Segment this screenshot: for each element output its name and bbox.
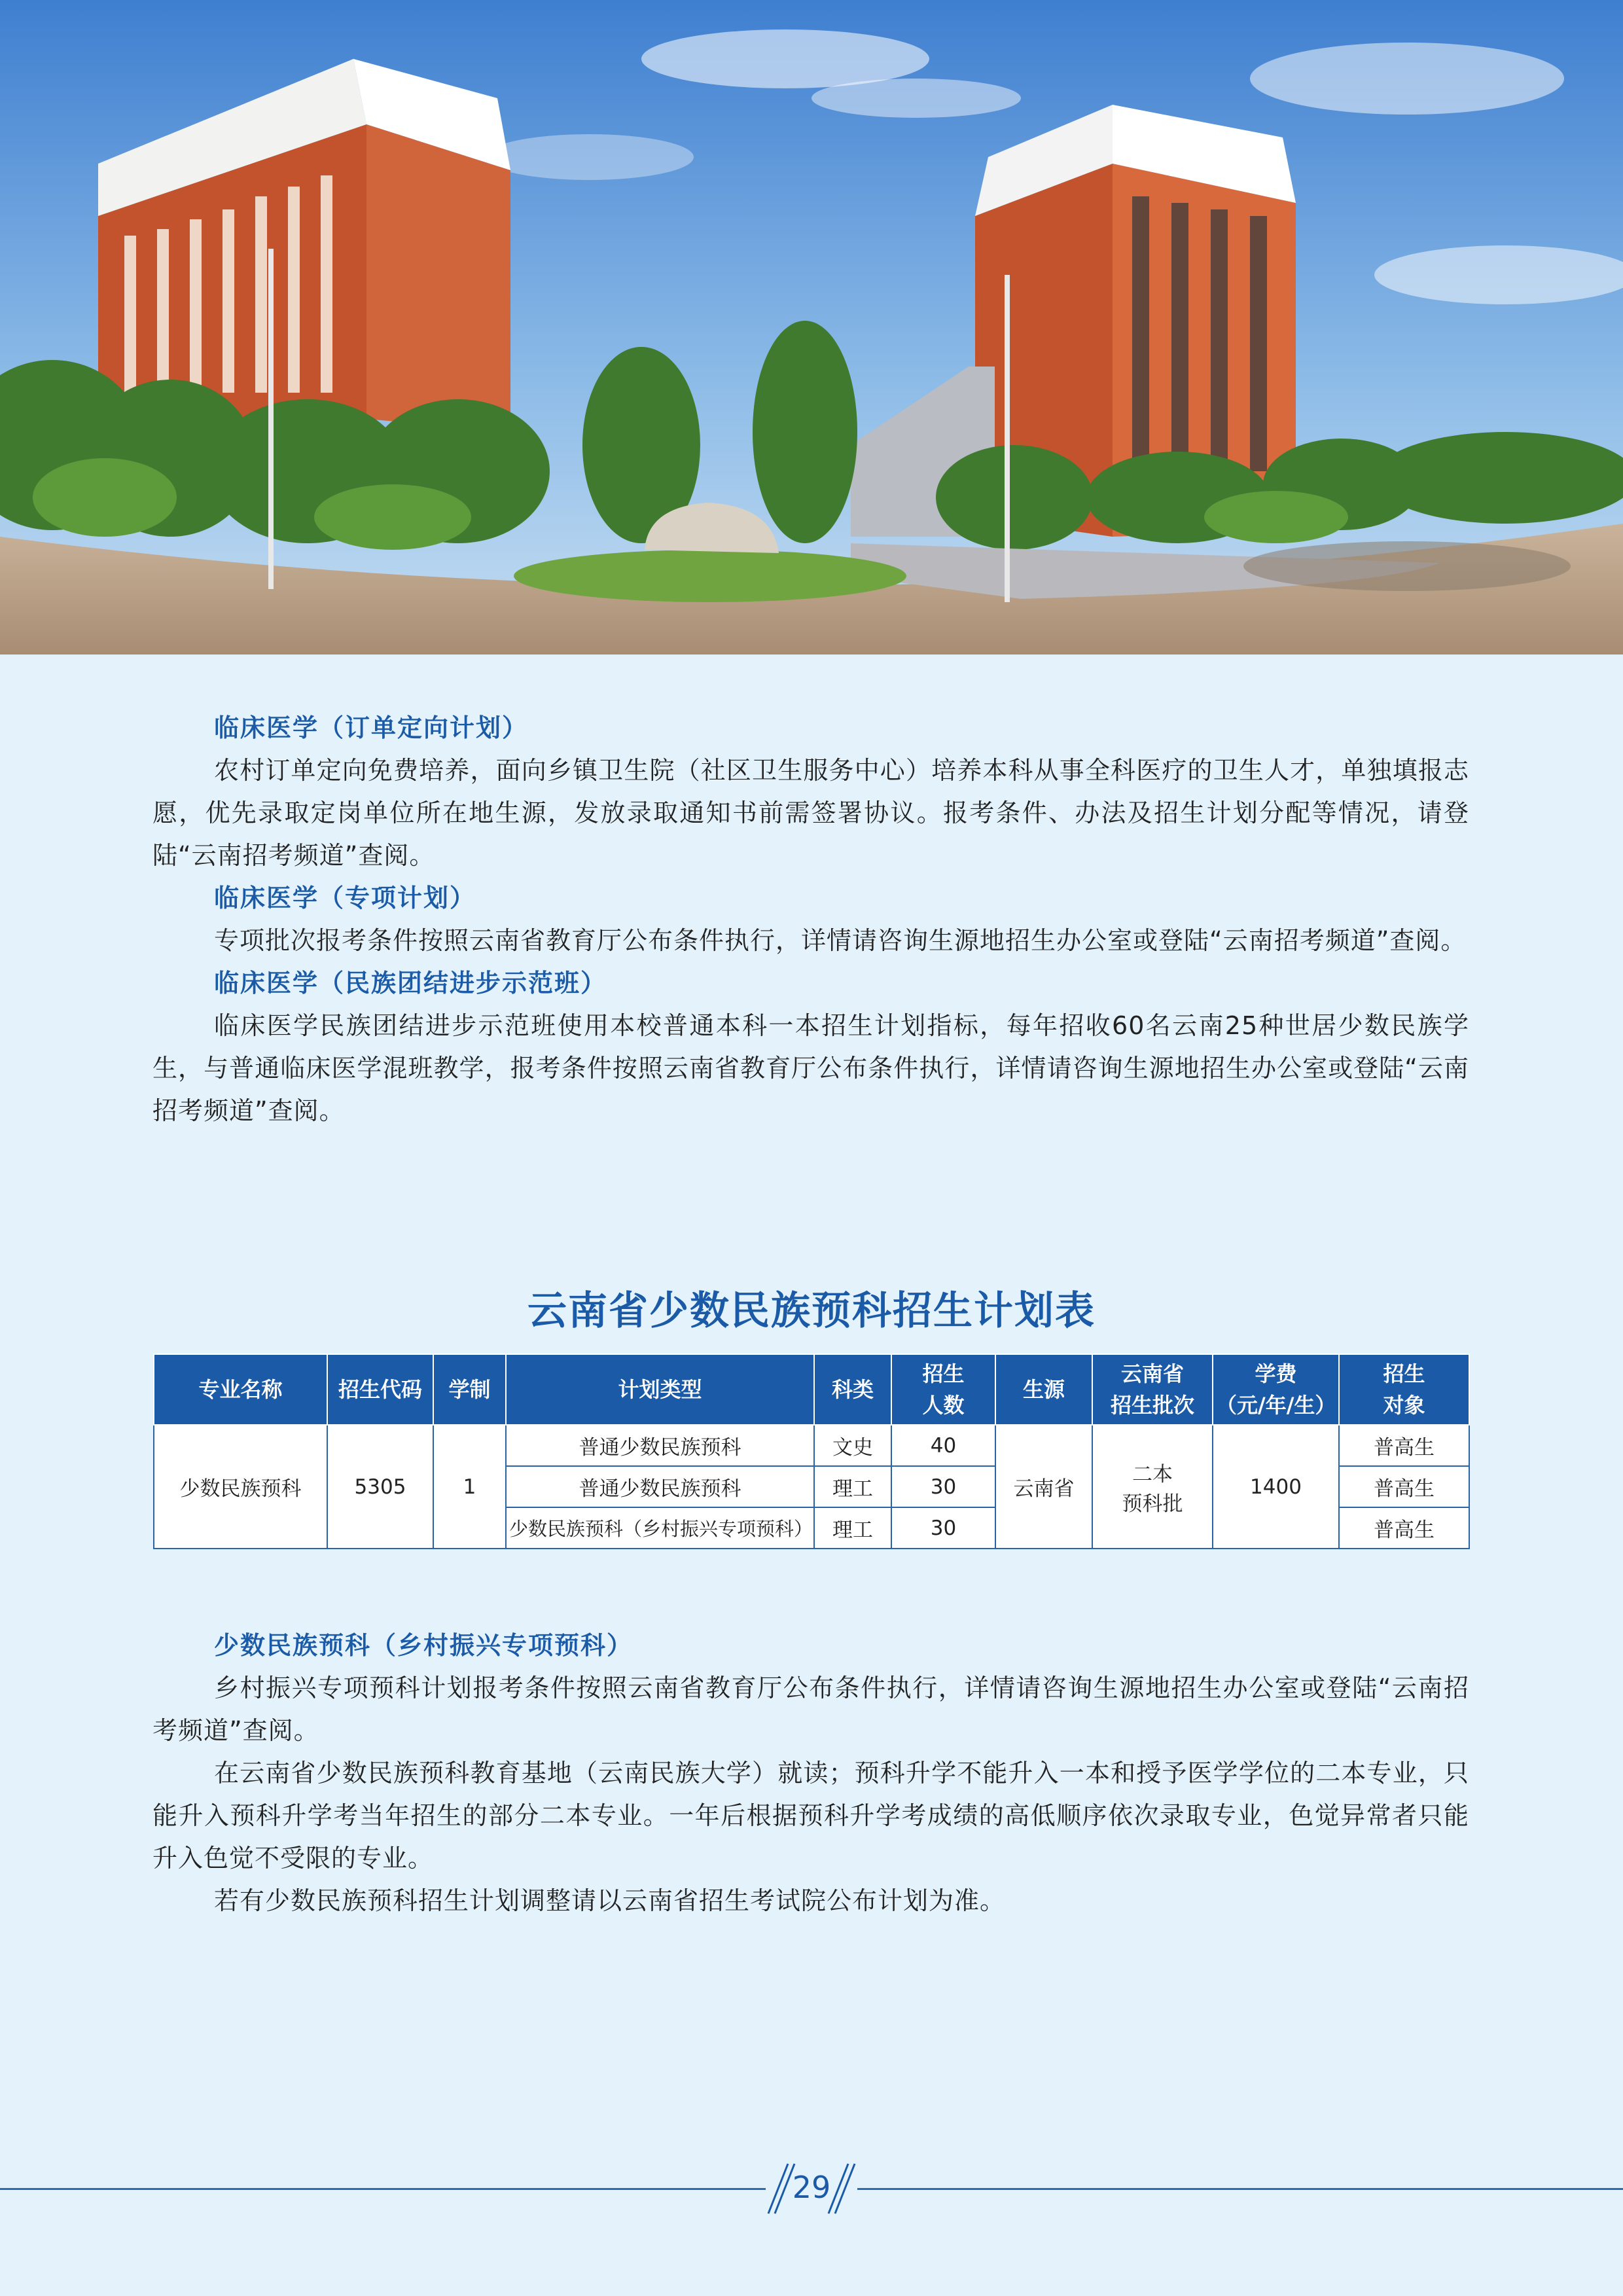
upper-text-block [152, 707, 1469, 1132]
header-enroll-count [891, 1354, 995, 1425]
lower-text-block [152, 1624, 1469, 1922]
batch-line: 二本 [1132, 1462, 1173, 1486]
cell-code: 5305 [327, 1425, 433, 1549]
section-heading: 临床医学（订单定向计划） [214, 713, 529, 742]
table-row [154, 1425, 1469, 1466]
header-line: 招生 [922, 1361, 965, 1386]
cell-source: 云南省 [995, 1425, 1092, 1549]
header-batch [1092, 1354, 1213, 1425]
header-line: 人数 [922, 1393, 965, 1418]
cell-category: 理工 [814, 1466, 891, 1507]
header-line: 招生批次 [1110, 1393, 1194, 1418]
section-heading: 临床医学（民族团结进步示范班） [214, 969, 607, 997]
header-line: 对象 [1383, 1393, 1425, 1418]
header-years: 学制 [433, 1354, 506, 1425]
cell-count: 30 [891, 1466, 995, 1507]
cell-batch [1092, 1425, 1213, 1549]
table-header-row [154, 1354, 1469, 1425]
cell-target: 普高生 [1339, 1507, 1469, 1549]
batch-line: 预科批 [1122, 1492, 1183, 1516]
cell-plan-type: 普通少数民族预科 [506, 1466, 814, 1507]
section-unity-class [152, 962, 1469, 1132]
header-fee [1213, 1354, 1339, 1425]
campus-photo-illustration [0, 0, 1623, 655]
header-line: 学费 [1255, 1361, 1297, 1386]
cell-target: 普高生 [1339, 1425, 1469, 1466]
cell-plan-type: 少数民族预科（乡村振兴专项预科） [506, 1507, 814, 1549]
cell-count: 40 [891, 1425, 995, 1466]
section-paragraph: 临床医学民族团结进步示范班使用本校普通本科一本招生计划指标，每年招收60名云南25种世居少数民族学生，与普通临床医学混班教学，报考条件按照云南省教育厅公布条件执行，详情请咨询生源地招生办公室或登陆“云南招考频道”查阅。 [152, 1011, 1469, 1125]
cell-fee: 1400 [1213, 1425, 1339, 1549]
campus-photo [0, 0, 1623, 655]
section-paragraph: 在云南省少数民族预科教育基地（云南民族大学）就读；预科升学不能升入一本和授予医学学位的二本专业，只能升入预科升学考当年招生的部分二本专业。一年后根据预科升学考成绩的高低顺序依次录取专业，色觉异常者只能升入色觉不受限的专业。 [152, 1759, 1469, 1873]
header-target [1339, 1354, 1469, 1425]
header-plan-type: 计划类型 [506, 1354, 814, 1425]
cell-category: 文史 [814, 1425, 891, 1466]
section-special-plan [152, 877, 1469, 962]
header-major: 专业名称 [154, 1354, 327, 1425]
section-paragraph: 若有少数民族预科招生计划调整请以云南省招生考试院公布计划为准。 [214, 1886, 1006, 1915]
section-heading: 临床医学（专项计划） [214, 884, 476, 912]
section-paragraph: 专项批次报考条件按照云南省教育厅公布条件执行，详情请咨询生源地招生办公室或登陆“云南招考频道”查阅。 [214, 926, 1467, 955]
cell-plan-type: 普通少数民族预科 [506, 1425, 814, 1466]
header-line: （元/年/生） [1216, 1393, 1336, 1418]
cell-years: 1 [433, 1425, 506, 1549]
enrollment-plan-table [153, 1354, 1470, 1549]
cell-count: 30 [891, 1507, 995, 1549]
page-number: 29 [792, 2170, 831, 2205]
section-heading: 少数民族预科（乡村振兴专项预科） [214, 1631, 633, 1660]
cell-target: 普高生 [1339, 1466, 1469, 1507]
section-paragraph: 农村订单定向免费培养，面向乡镇卫生院（社区卫生服务中心）培养本科从事全科医疗的卫生人才，单独填报志愿，优先录取定岗单位所在地生源，发放录取通知书前需签署协议。报考条件、办法及招生计划分配等情况，请登陆“云南招考频道”查阅。 [152, 756, 1469, 870]
cell-major: 少数民族预科 [154, 1425, 327, 1549]
header-line: 云南省 [1120, 1361, 1184, 1386]
section-paragraph: 乡村振兴专项预科计划报考条件按照云南省教育厅公布条件执行，详情请咨询生源地招生办公室或登陆“云南招考频道”查阅。 [152, 1674, 1469, 1745]
header-category: 科类 [814, 1354, 891, 1425]
table-title: 云南省少数民族预科招生计划表 [527, 1288, 1096, 1334]
header-code: 招生代码 [327, 1354, 433, 1425]
section-order-plan [152, 707, 1469, 877]
header-source: 生源 [995, 1354, 1092, 1425]
cell-category: 理工 [814, 1507, 891, 1549]
header-line: 招生 [1383, 1361, 1425, 1386]
